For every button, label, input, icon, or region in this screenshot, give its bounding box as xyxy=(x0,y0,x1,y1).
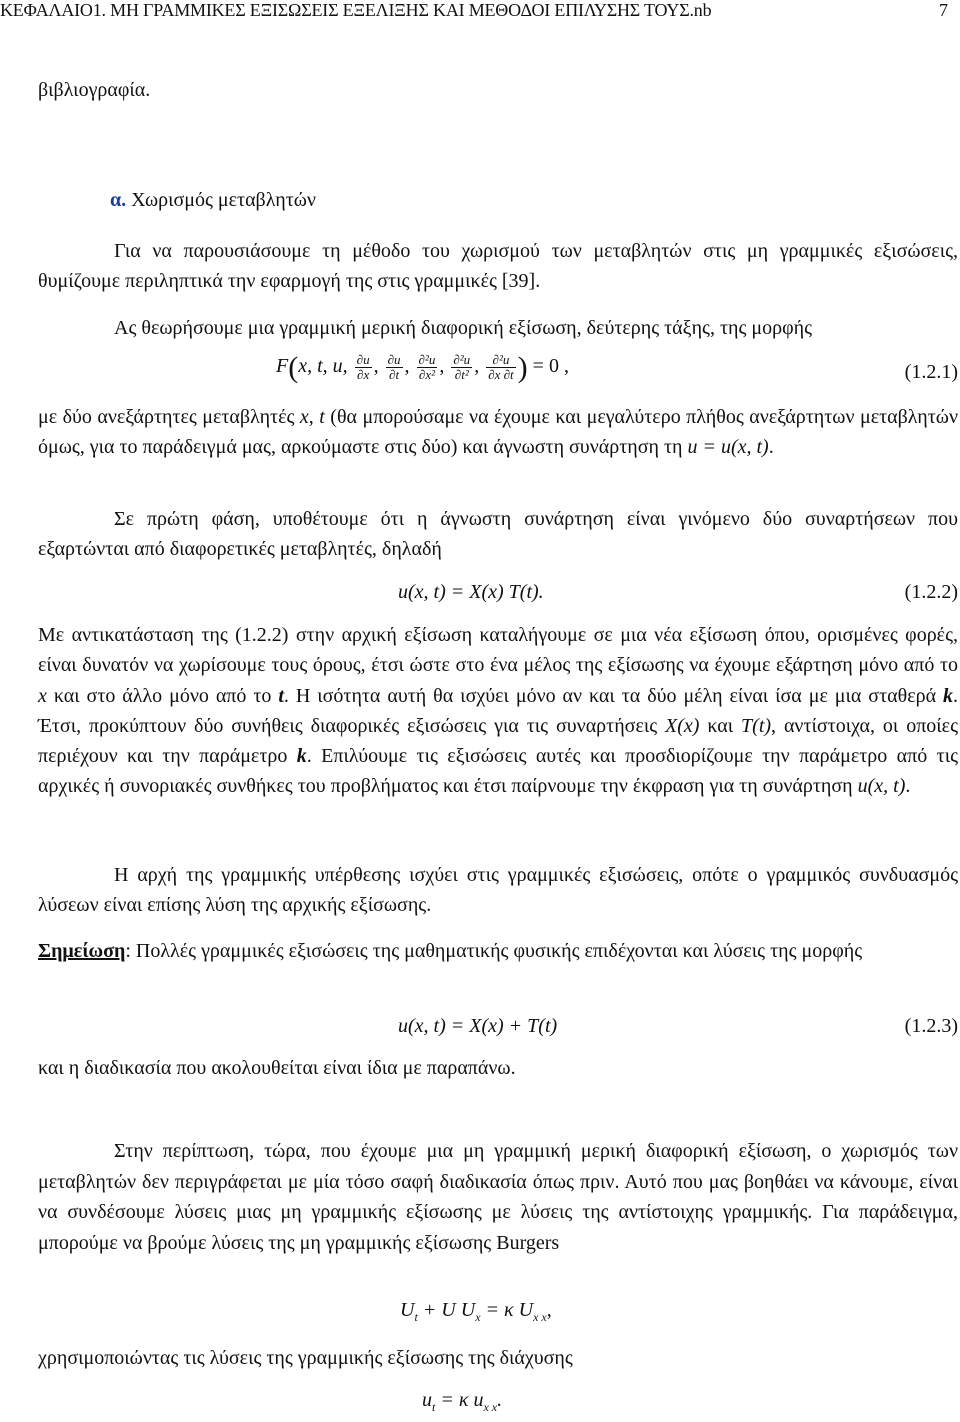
equation-diffusion xyxy=(38,1386,958,1412)
paragraph-continuation: βιβλιογραφία. xyxy=(38,79,151,101)
equation-burgers xyxy=(38,1296,958,1336)
equation-1-2-3 xyxy=(38,1012,958,1052)
section-letter: α. xyxy=(110,189,127,211)
paragraph-procedure: και η διαδικασία που ακολουθείται είναι ίδια με παραπάνω. xyxy=(38,1057,516,1079)
note-label: Σημείωση xyxy=(38,940,126,962)
fraction-d2u-dx2: $\frac{\text{∂²u}}{\text{∂x²}}$ xyxy=(418,351,436,382)
paragraph-nonlinear: Στην περίπτωση, τώρα, που έχουμε μια μη γραμμική μερική διαφορική εξίσωση, ο χωρισμός των μεταβλητών δεν περιγράφεται με μία τόσο σαφή διαδικασία όπως πριν. Αυτό που μας βοηθάει να κάνουμε, είναι να συνδέσουμε λύσεις μιας μη γραμμικής εξίσωσης με λύσεις της αντίστοιχης γραμμικής. Για παράδειγμα, μπορούμε να βρούμε λύσεις της μη γραμμικής εξίσωσης Burgers xyxy=(38,1140,958,1254)
paragraph-consider: Ας θεωρήσουμε μια γραμμική μερική διαφορική εξίσωση, δεύτερης τάξης, της μορφής xyxy=(114,317,812,339)
paragraph-superposition: Η αρχή της γραμμικής υπέρθεσης ισχύει στις γραμμικές εξισώσεις, οπότε ο γραμμικός συνδυασμός λύσεων είναι επίσης λύση της αρχικής εξίσωσης. xyxy=(38,864,958,916)
fraction-du-dx: $\frac{\partial u}{\partial x}$ xyxy=(356,351,370,382)
equation-1-2-2 xyxy=(38,574,958,614)
page-number: 7 xyxy=(939,0,948,20)
equation-expression: u(x, t) = X(x) T(t). xyxy=(398,581,544,603)
equation-expression: F(x, t, u, $\frac{\partial u}{\partial x}$ , $\frac{\partial u}{\partial t}$ , $\frac{\text{∂²u}}{\text{∂x²}}$ , $\frac{\text{∂²u}}{\text{∂t²}}$ , $\frac{\text{∂²u}}{\partial x \partial t}$ ) = 0 , xyxy=(276,350,569,384)
paragraph-variables: με δύο ανεξάρτητες μεταβλητές x, t (θα μπορούσαμε να έχουμε και μεγαλύτερο πλήθος ανεξάρτητων μεταβλητών όμως, για το παράδειγμά μας, αρκούμαστε στις δύο) και άγνωστη συνάρτηση τη u = u(x, t). xyxy=(38,406,959,458)
equation-number: (1.2.1) xyxy=(904,361,958,383)
equation-expression: u(x, t) = X(x) + T(t) xyxy=(398,1015,558,1037)
paragraph-note: Σημείωση: Πολλές γραμμικές εξισώσεις της μαθηματικής φυσικής επιδέχονται και λύσεις της μορφής xyxy=(38,940,863,962)
page-header xyxy=(0,0,960,30)
header-title: ΚΕΦΑΛΑΙΟ1. ΜΗ ΓΡΑΜΜΙΚΕΣ ΕΞΙΣΩΣΕΙΣ ΕΞΕΛΙΞΗΣ ΚΑΙ ΜΕΘΟΔΟΙ ΕΠΙΛΥΣΗΣ ΤΟΥΣ.nb xyxy=(0,0,712,20)
section-title: Χωρισμός μεταβλητών xyxy=(126,189,316,211)
fraction-du-dt: $\frac{\partial u}{\partial t}$ xyxy=(387,351,401,382)
paragraph-intro: Για να παρουσιάσουμε τη μέθοδο του χωρισμού των μεταβλητών στις μη γραμμικές εξισώσεις, θυμίζουμε περιληπτικά την εφαρμογή της στις γραμμικές [39]. xyxy=(38,240,958,292)
equation-1-2-1 xyxy=(38,348,958,388)
paragraph-substitution: Με αντικατάσταση της (1.2.2) στην αρχική εξίσωση καταλήγουμε σε μια νέα εξίσωση όπου, ορισμένες φορές, είναι δυνατόν να χωρίσουμε τους όρους, έτσι ώστε στο ένα μέλος της εξίσωσης να έχουμε εξάρτηση μόνο από το x και στο άλλο μόνο από το t. Η ισότητα αυτή θα ισχύει μόνο αν και τα δύο μέλη είναι ίσα με μια σταθερά k. Έτσι, προκύπτουν δύο συνήθεις διαφορικές εξισώσεις για τις συναρτήσεις X(x) και T(t), αντίστοιχα, οι οποίες περιέχουν και την παράμετρο k. Επιλύουμε τις εξισώσεις αυτές και προσδιορίζουμε την παράμετρο από τις αρχικές ή συνοριακές συνθήκες του προβλήματος και έτσι παίρνουμε την έκφραση για τη συνάρτηση u(x, t). xyxy=(38,624,958,798)
paragraph-diffusion: χρησιμοποιώντας τις λύσεις της γραμμικής εξίσωσης της διάχυσης xyxy=(38,1347,573,1369)
equation-number: (1.2.2) xyxy=(904,581,958,603)
equation-number: (1.2.3) xyxy=(904,1015,958,1037)
fraction-d2u-dxdt: $\frac{\text{∂²u}}{\partial x \partial t}$ xyxy=(488,351,514,382)
paragraph-product: Σε πρώτη φάση, υποθέτουμε ότι η άγνωστη συνάρτηση είναι γινόμενο δύο συναρτήσεων που εξαρτώνται από διαφορετικές μεταβλητές, δηλαδή xyxy=(38,508,958,560)
equation-expression: $u_t = \kappa$ $u_{x x}$. xyxy=(422,1389,503,1414)
fraction-d2u-dt2: $\frac{\text{∂²u}}{\text{∂t²}}$ xyxy=(453,351,471,382)
equation-expression: $U_t + U$ $U_x = \kappa$ $U_{x x}$, xyxy=(400,1299,552,1324)
section-heading xyxy=(110,186,960,215)
